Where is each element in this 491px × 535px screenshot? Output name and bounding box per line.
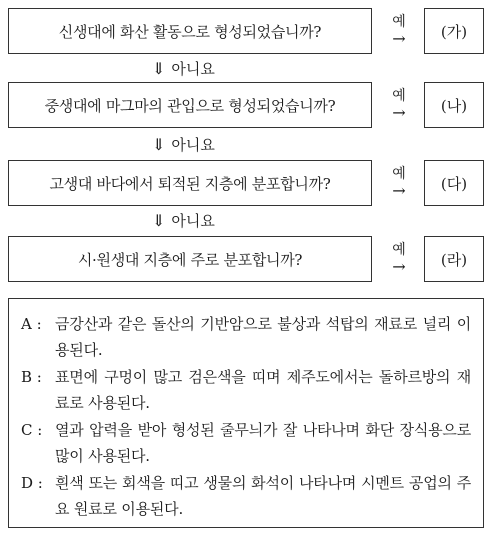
yes-label-2: 예: [392, 88, 406, 104]
answer-label-2: (나): [440, 96, 468, 115]
right-arrow-icon: →: [392, 29, 406, 48]
description-item-d: [21, 470, 471, 522]
right-arrow-icon: →: [392, 257, 406, 276]
question-text-4: 시·원생대 지층에 주로 분포합니까?: [77, 250, 303, 269]
description-item-a: [21, 311, 471, 363]
question-text-3: 고생대 바다에서 퇴적된 지층에 분포합니까?: [49, 174, 331, 193]
description-key-b: B :: [21, 368, 42, 386]
description-text-d: 흰색 또는 회색을 띠고 생물의 화석이 나타나며 시멘트 공업의 주요 원료로 이용된다.: [55, 474, 471, 518]
yes-label-1: 예: [392, 14, 406, 30]
question-text-1: 신생대에 화산 활동으로 형성되었습니까?: [58, 22, 322, 41]
question-text-2: 중생대에 마그마의 관입으로 형성되었습니까?: [44, 96, 336, 115]
yes-branch-3: [382, 160, 416, 206]
answer-box-4: [424, 236, 484, 282]
description-key-d: D :: [21, 474, 43, 492]
description-text-c: 열과 압력을 받아 형성된 줄무늬가 잘 나타나며 화단 장식용으로 많이 사용된다.: [55, 421, 471, 465]
description-item-b: [21, 364, 471, 416]
no-branch-3: [152, 208, 215, 232]
answer-label-3: (다): [440, 174, 468, 193]
yes-branch-1: [382, 8, 416, 54]
description-text-b: 표면에 구멍이 많고 검은색을 띠며 제주도에서는 돌하르방의 재료로 사용된다.: [55, 368, 471, 412]
answer-box-2: [424, 82, 484, 128]
answer-label-4: (라): [440, 250, 468, 269]
answer-box-3: [424, 160, 484, 206]
answer-label-1: (가): [440, 22, 468, 41]
right-arrow-icon: →: [392, 103, 406, 122]
yes-label-3: 예: [392, 166, 406, 182]
yes-label-4: 예: [392, 242, 406, 258]
question-box-4: [8, 236, 372, 282]
no-branch-2: [152, 132, 215, 156]
yes-branch-2: [382, 82, 416, 128]
description-text-a: 금강산과 같은 돌산의 기반암으로 불상과 석탑의 재료로 널리 이용된다.: [55, 315, 471, 359]
question-box-3: [8, 160, 372, 206]
no-branch-1: [152, 56, 215, 80]
down-arrow-icon: ⇓: [152, 58, 166, 78]
answer-box-1: [424, 8, 484, 54]
description-key-c: C :: [21, 421, 43, 439]
rock-description-box: [8, 298, 484, 528]
yes-branch-4: [382, 236, 416, 282]
question-box-2: [8, 82, 372, 128]
description-item-c: [21, 417, 471, 469]
no-label-3: 아니요: [171, 211, 215, 230]
right-arrow-icon: →: [392, 181, 406, 200]
description-key-a: A :: [21, 315, 42, 333]
down-arrow-icon: ⇓: [152, 210, 166, 230]
question-box-1: [8, 8, 372, 54]
down-arrow-icon: ⇓: [152, 134, 166, 154]
no-label-1: 아니요: [171, 59, 215, 78]
no-label-2: 아니요: [171, 135, 215, 154]
